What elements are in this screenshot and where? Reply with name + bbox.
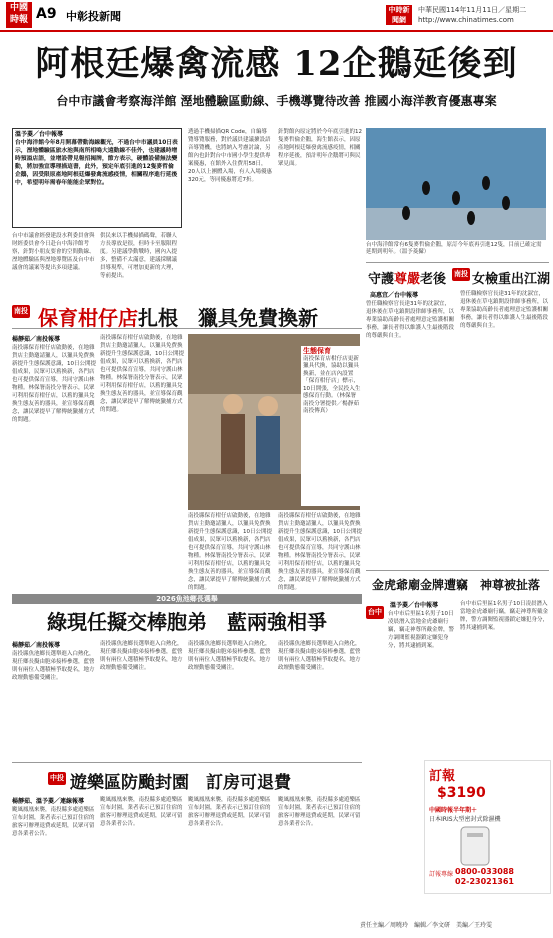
store-photo-caption-box xyxy=(301,346,363,506)
story3-col1: 曾任職檢察官長達31年的沈淑宜，退休後在草屯鎮開設律師事務所，以專業協助高齡長者處理意定監護相關事務，讓長者得以維護人生最後階段的尊嚴與自主。 xyxy=(366,301,454,339)
story2-col1: 南投縣保育柑仔店啟動後，在地雜貨店主動邀請獵人，以獵具免費換新提升生態保護意識，10日公開提倡成果，民眾可以舊換新，各門店也可提供保育宣導，共同守護山林物種。林保署南投分署表示，民眾可利用保育柑仔店，以舊的獵具兌換生態友善的器具，並宣導保育觀念，讓民眾提早了解傳統獵捕方式的問題。 xyxy=(12,345,96,423)
story2-byline: 楊靜茹／南投報導 xyxy=(12,336,61,343)
story5-col1: 南投縣魚池鄉長選舉進入白熱化，現任鄉長擬由胞弟接棒參選，藍營則有兩位人選積極爭取提名，地方政壇動態備受關注。 xyxy=(12,651,95,681)
ad-title: 訂報 xyxy=(429,769,456,784)
story3-headline xyxy=(368,268,446,287)
story4-col2: 台中市后里區1名男子10日凌晨潛入當地金虎爺廟行竊，竊走神尊所戴金牌，警方調閱監視器鎖定嫌犯身分，將其逮捕到案。 xyxy=(460,601,548,631)
chinatimes-news-logo: 中時新聞網 xyxy=(386,5,412,25)
story5-col4: 南投縣魚池鄉長選舉進入白熱化，現任鄉長擬由胞弟接棒參選，藍營則有兩位人選積極爭取提名，地方政壇動態備受關注。 xyxy=(278,641,361,671)
penguin-scene-icon xyxy=(366,128,546,240)
story2-col2: 南投縣保育柑仔店啟動後，在地雜貨店主動邀請獵人，以獵具免費換新提升生態保護意識，10日公開提倡成果，民眾可以舊換新，各門店也可提供保育宣導，共同守護山林物種。林保署南投分署表示，民眾可利用保育柑仔店，以舊的獵具兌換生態友善的器具，並宣導保育觀念，讓民眾提早了解傳統獵捕方式的問題。 xyxy=(100,335,184,413)
main-headline: 阿根廷爆禽流感 12企鵝延後到 xyxy=(35,44,518,84)
story2-col3: 南投縣保育柑仔店啟動後，在地雜貨店主動邀請獵人，以獵具免費換新提升生態保護意識，10日公開提倡成果，民眾可以舊換新，各門店也可提供保育宣導，共同守護山林物種。林保署南投分署表示，民眾可利用保育柑仔店，以舊的獵具兌換生態友善的器具，並宣導保育觀念，讓民眾提早了解傳統獵捕方式的問題。 xyxy=(188,513,272,590)
store-photo-label: 生態保育 xyxy=(303,347,331,355)
story6-col4: 颱風鳳凰來襲，南投縣多處遊樂區宣布封園，業者表示已預訂住宿的旅客可辦理退費或延期，民眾可留意各業者公告。 xyxy=(278,797,361,827)
story2-headline-b: 扎根 獵具免費換新 xyxy=(138,306,318,330)
story3-col2: 曾任職檢察官長達31年的沈淑宜，退休後在草屯鎮開設律師事務所，以專業協助高齡長者處理意定監護相關事務，讓長者得以維護人生最後階段的尊嚴與自主。 xyxy=(460,291,548,329)
lead-text: 台中海洋館今年8月開幕帶動海線觀光，不過台中市議員10日表示，溼地體驗區旅水池與南所相鳴大遠動線不佳外，也建議時增時預溢店語，並增設帶見報招揭牌，節方表示，硬體設備無法變動，將加強宣導理描這書，此外，預定年底引進的12隻麥哲倫企鵝，因受限原產地阿根廷爆發禽流感疫情，相關程序進行延後中，希望明年需春年能能企眾對位。 xyxy=(15,140,178,186)
site-url[interactable]: http://www.chinatimes.com xyxy=(418,16,514,24)
page-number: A9 xyxy=(36,6,57,22)
main-col3: 透過手機掃描QR Code，自編導覽導覽服務，對於議員建議擴設語音導覽機，也將納入考慮討論，另館內也針對台中市國小學生提供專案優惠，在館外入住費用58日，20人以上團體入場，有人入場優惠320元，等同優惠將近7折。 xyxy=(188,129,272,183)
main-byline: 溫予菱／台中報導 xyxy=(15,131,64,138)
issue-date xyxy=(418,5,526,25)
story5-col2: 南投縣魚池鄉長選舉進入白熱化，現任鄉長擬由胞弟接棒參選，藍營則有兩位人選積極爭取提名，地方政壇動態備受關注。 xyxy=(100,641,183,671)
election-banner: 2026魚池鄉長選舉 xyxy=(12,594,362,604)
story5-byline: 楊靜茹／南投報導 xyxy=(12,642,61,649)
main-subhead: 台中市議會考察海洋館 溼地體驗區動線、手機導覽待改善 推國小海洋教育優惠專案 xyxy=(56,94,497,108)
ad-phone-label: 訂報專線 xyxy=(429,871,454,878)
story3-location-tag: 南投 xyxy=(452,268,470,281)
story5-col3: 南投縣魚池鄉長選舉進入白熱化，現任鄉長擬由胞弟接棒參選，藍營則有兩位人選積極爭取提名，地方政壇動態備受關注。 xyxy=(188,641,271,671)
ad-phone2[interactable]: 02-23021361 xyxy=(455,877,514,886)
story2-headline-a: 保育柑仔店 xyxy=(38,306,138,330)
story6-col2: 颱風鳳凰來襲，南投縣多處遊樂區宣布封園，業者表示已預訂住宿的旅客可辦理退費或延期，民眾可留意各業者公告。 xyxy=(100,797,183,827)
story4-col1: 台中市后里區1名男子10日凌晨潛入當地金虎爺廟行竊，竊走神尊所戴金牌，警方調閱監視器鎖定嫌犯身分，將其逮捕到案。 xyxy=(388,611,454,649)
ad-phone1[interactable]: 0800-033088 xyxy=(455,867,514,876)
section-title: 中彰投新聞 xyxy=(66,10,121,23)
story6-headline: 遊樂區防颱封園 訂房可退費 xyxy=(70,773,291,793)
divider xyxy=(12,762,362,763)
ad-price-prefix: $ xyxy=(437,785,447,801)
dehumidifier-icon xyxy=(455,825,495,867)
divider xyxy=(366,262,549,263)
main-col1: 台中市議會經發建設水利委員會與財經委員會今日赴台中海洋館考察，針對小朋友要會的空間動線、溼地體驗區與溼地導覽區及台中市議會的議案等提出多項建議。 xyxy=(12,233,95,271)
subscription-ad[interactable] xyxy=(424,760,551,894)
story2-location-tag: 南投 xyxy=(12,305,30,318)
ad-price xyxy=(437,785,486,801)
story3-headline-d: 女檢重出江湖 xyxy=(472,272,551,287)
main-col4: 針對館內原定將於今年底引進的12隻麥哲倫企鵝，海生館表示，因原產地阿根廷爆發禽流感疫情，相關程序延後，預計明年企鵝將可與民眾見面。 xyxy=(278,129,362,167)
story4-location-tag: 台中 xyxy=(366,606,384,619)
store-photo-caption: 南投保育店柑仔店更新獵具代換，協助以獵具換新，並在店內設置「保育柑仔店」標示，10日開張，全民投入生態保育行動。（林保署南投分署提供／楊靜茹南投傳真） xyxy=(303,355,361,414)
story3-headline-b: 尊嚴 xyxy=(394,272,421,287)
story3-headline-c: 老後 xyxy=(420,272,447,287)
penguin-photo-caption: 台中海洋館常有6隻麥哲倫企鵝，原訂今年底再引進12隻，目前已確定需延期到明年。（溫予菱攝） xyxy=(366,242,542,255)
story2-col4: 南投縣保育柑仔店啟動後，在地雜貨店主動邀請獵人，以獵具免費換新提升生態保護意識，10日公開提倡成果，民眾可以舊換新，各門店也可提供保育宣導，共同守護山林物種。林保署南投分署表示，民眾可利用保育柑仔店，以舊的獵具兌換生態友善的器具，並宣導保育觀念，讓民眾提早了解傳統獵捕方式的問題。 xyxy=(278,513,362,590)
story5-headline: 綠現任擬交棒胞弟 藍兩強相爭 xyxy=(47,610,327,634)
story3-byline: 高惠宜／台中報導 xyxy=(370,292,419,299)
story6-location-tag: 中投 xyxy=(48,772,66,785)
ad-line1: 中國時報半年期＋ xyxy=(429,807,478,814)
story4-byline: 溫予菱／台中報導 xyxy=(390,602,439,609)
story6-col1: 颱風鳳凰來襲，南投縣多處遊樂區宣布封園，業者表示已預訂住宿的旅客可辦理退費或延期，民眾可留意各業者公告。 xyxy=(12,807,95,837)
story6-col3: 颱風鳳凰來襲，南投縣多處遊樂區宣布封園，業者表示已預訂住宿的旅客可辦理退費或延期，民眾可留意各業者公告。 xyxy=(188,797,271,827)
lead-box xyxy=(12,128,182,228)
main-col2: 供民來以手機掃描碼聲，若聯人方長導放是很，但時卡至服限程度。另建議學動戰時，國內入提多，整備不太滿意，建議採購議員導現準，可增加更新的大理，等前提出。 xyxy=(100,233,178,279)
penguin-photo xyxy=(366,128,546,240)
story3-headline-a: 守護 xyxy=(368,272,395,287)
date-text: 中華民國114年11月11日／星期二 xyxy=(418,6,527,14)
story4-headline: 金虎爺廟金牌遭竊 神尊被扯落 xyxy=(372,578,541,592)
newspaper-logo: 中國時報 xyxy=(6,2,32,28)
divider xyxy=(366,570,549,571)
story2-headline xyxy=(38,302,318,331)
story6-byline: 楊靜茹、溫予菱／連線報導 xyxy=(12,798,85,805)
ad-line2: 日本IRIS大型密封式除濕機 xyxy=(429,816,501,823)
ad-price-value: 3190 xyxy=(446,785,486,801)
editor-credits: 責任主編／周曉玲 編輯／李文研 美編／王玲雯 xyxy=(360,922,493,929)
